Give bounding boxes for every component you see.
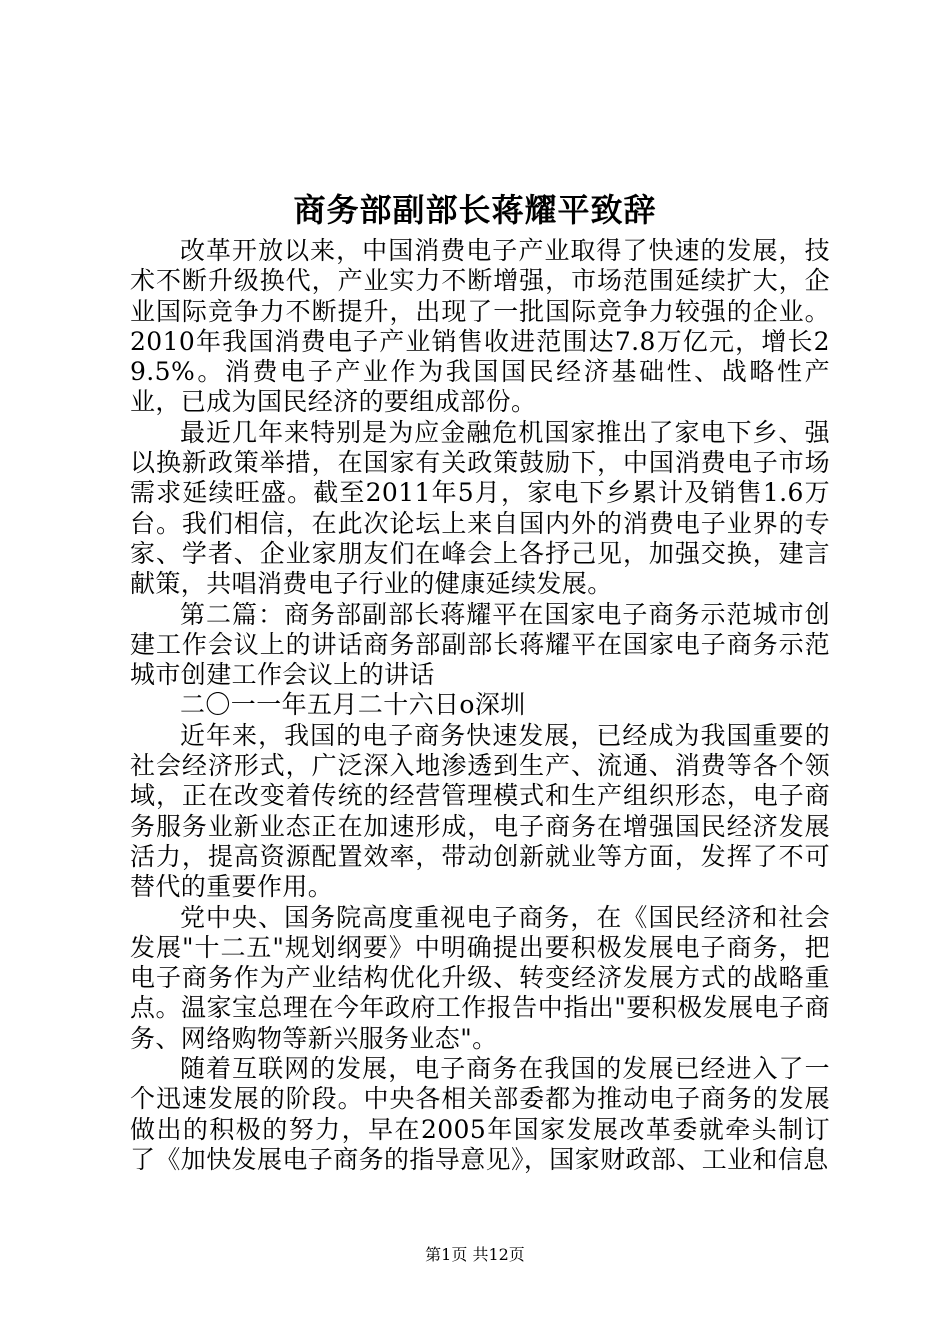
document-title: 商务部副部长蒋耀平致辞	[293, 191, 657, 229]
paragraph: 改革开放以来，中国消费电子产业取得了快速的发展，技术不断升级换代，产业实力不断增强，市场范围延续扩大，企业国际竞争力不断提升，出现了一批国际竞争力较强的企业。2010年我国消费电子产业销售收进范围达7.8万亿元，增长29.5%。消费电子产业作为我国国民经济基础性、战略性产业，已成为国民经济的要组成部份。	[130, 236, 830, 417]
page-footer: 第1页 共12页	[425, 1245, 525, 1264]
paragraph: 随着互联网的发展，电子商务在我国的发展已经进入了一个迅速发展的阶段。中央各相关部委都为推动电子商务的发展做出的积极的努力，早在2005年国家发展改革委就牵头制订了《加快发展电子商务的指导意见》，国家财政部、工业和信息	[130, 1054, 830, 1174]
paragraph: 党中央、国务院高度重视电子商务，在《国民经济和社会发展"十二五"规划纲要》中明确提出要积极发展电子商务，把电子商务作为产业结构优化升级、转变经济发展方式的战略重点。温家宝总理在今年政府工作报告中指出"要积极发展电子商务、网络购物等新兴服务业态"。	[130, 902, 830, 1053]
date-location-line: 二〇一一年五月二十六日o深圳	[180, 690, 526, 720]
paragraph: 第二篇：商务部副部长蒋耀平在国家电子商务示范城市创建工作会议上的讲话商务部副部长蒋耀平在国家电子商务示范城市创建工作会议上的讲话	[130, 599, 830, 690]
paragraph: 近年来，我国的电子商务快速发展，已经成为我国重要的社会经济形式，广泛深入地渗透到生产、流通、消费等各个领域，正在改变着传统的经营管理模式和生产组织形态，电子商务服务业新业态正在加速形成，电子商务在增强国民经济发展活力，提高资源配置效率，带动创新就业等方面，发挥了不可替代的重要作用。	[130, 720, 830, 902]
document-body	[130, 236, 830, 1175]
paragraph: 最近几年来特别是为应金融危机国家推出了家电下乡、强以换新政策举措，在国家有关政策鼓励下，中国消费电子市场需求延续旺盛。截至2011年5月，家电下乡累计及销售1.6万台。我们相信，在此次论坛上来自国内外的消费电子业界的专家、学者、企业家朋友们在峰会上各抒己见，加强交换，建言献策，共唱消费电子行业的健康延续发展。	[130, 417, 830, 599]
